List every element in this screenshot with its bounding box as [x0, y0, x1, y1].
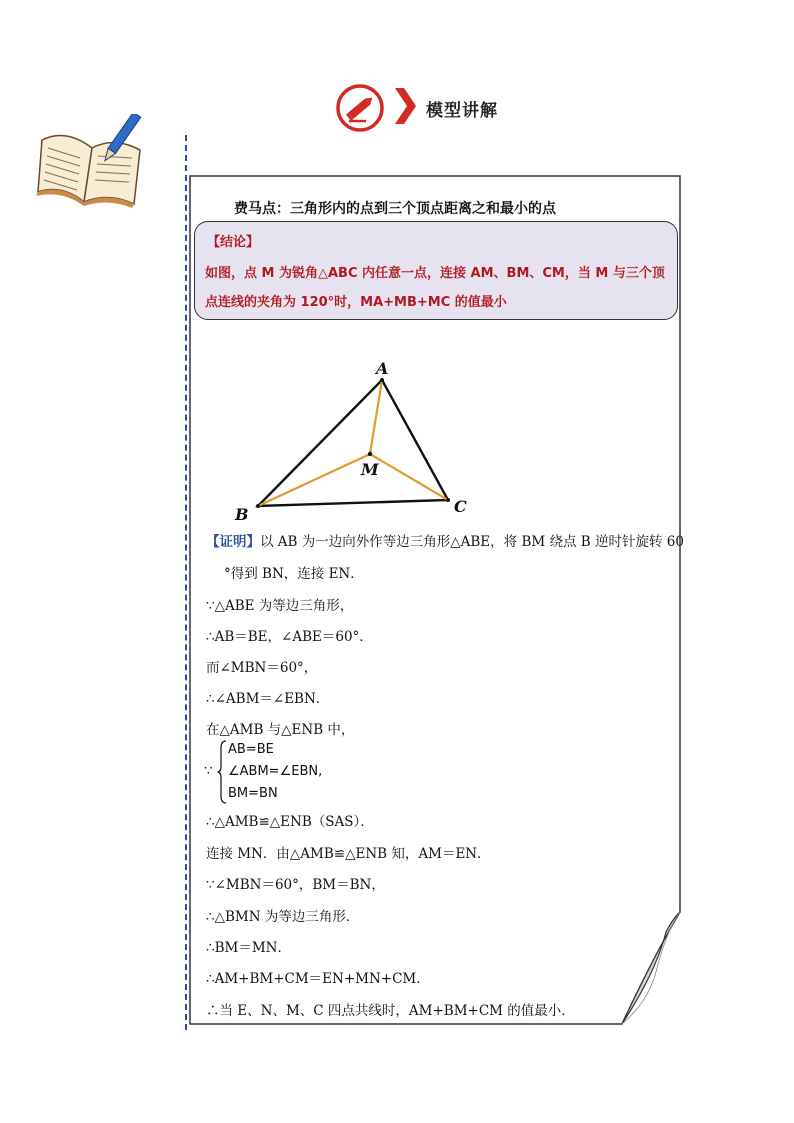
proof-line [206, 530, 684, 550]
proof-text: 以 AB 为一边向外作等边三角形△ABE，将 BM 绕点 B 逆时针旋转 60 [260, 534, 684, 550]
conclusion-box [194, 221, 678, 320]
label-a: A [376, 359, 389, 378]
label-m: M [361, 460, 379, 479]
pencil-circle-icon [336, 84, 384, 132]
point-m [368, 452, 372, 456]
proof-line: ∵∠MBN＝60°，BM＝BN， [206, 877, 385, 893]
because-symbol: ∵ [204, 763, 213, 779]
proof-line: ∴AM+BM+CM＝EN+MN+CM． [206, 971, 430, 987]
congruence-conditions [204, 740, 364, 804]
proof-line: ∴△AMB≌△ENB（SAS）． [206, 814, 374, 830]
triangle-abc [258, 380, 448, 506]
proof-line: 而∠MBN＝60°， [206, 660, 318, 676]
conclusion-text-line: 如图，点 M 为锐角△ABC 内任意一点，连接 AM、BM、CM，当 M 与三个顶 [205, 266, 665, 281]
point-c [446, 498, 450, 502]
proof-line: 连接 MN．由△AMB≌△ENB 知，AM＝EN． [206, 846, 491, 862]
label-c: C [454, 497, 467, 516]
open-book-pen-icon [36, 114, 144, 208]
conclusion-label: 【结论】 [207, 235, 260, 250]
proof-line: ∴∠ABM＝∠EBN． [206, 691, 330, 707]
label-b: B [235, 505, 249, 524]
proof-line: ∵△ABE 为等边三角形， [206, 598, 354, 614]
point-b [256, 504, 260, 508]
condition-item: ∠ABM=∠EBN, [228, 764, 323, 779]
condition-item: BM=BN [228, 786, 278, 801]
fermat-point-definition: 费马点：三角形内的点到三个顶点距离之和最小的点 [234, 201, 556, 217]
left-brace-icon [217, 740, 227, 804]
proof-line: ∴当 E、N、M、C 四点共线时，AM+BM+CM 的值最小． [206, 1003, 575, 1019]
proof-line: ∴BM＝MN． [206, 940, 291, 956]
conclusion-text-line: 点连线的夹角为 120°时，MA+MB+MC 的值最小 [205, 295, 507, 310]
section-header-title: 模型讲解 [426, 101, 498, 121]
condition-item: AB=BE [228, 742, 274, 757]
chevron-right-icon [392, 86, 418, 126]
proof-line: ∴AB＝BE，∠ABE＝60°． [206, 629, 373, 645]
proof-line: °得到 BN，连接 EN． [224, 566, 364, 582]
proof-line: 在△AMB 与△ENB 中， [206, 722, 355, 738]
triangle-diagram [226, 352, 486, 524]
segment-bm [258, 454, 370, 506]
proof-line: ∴△BMN 为等边三角形． [206, 909, 360, 925]
point-a [380, 378, 384, 382]
proof-label: 【证明】 [206, 534, 260, 550]
